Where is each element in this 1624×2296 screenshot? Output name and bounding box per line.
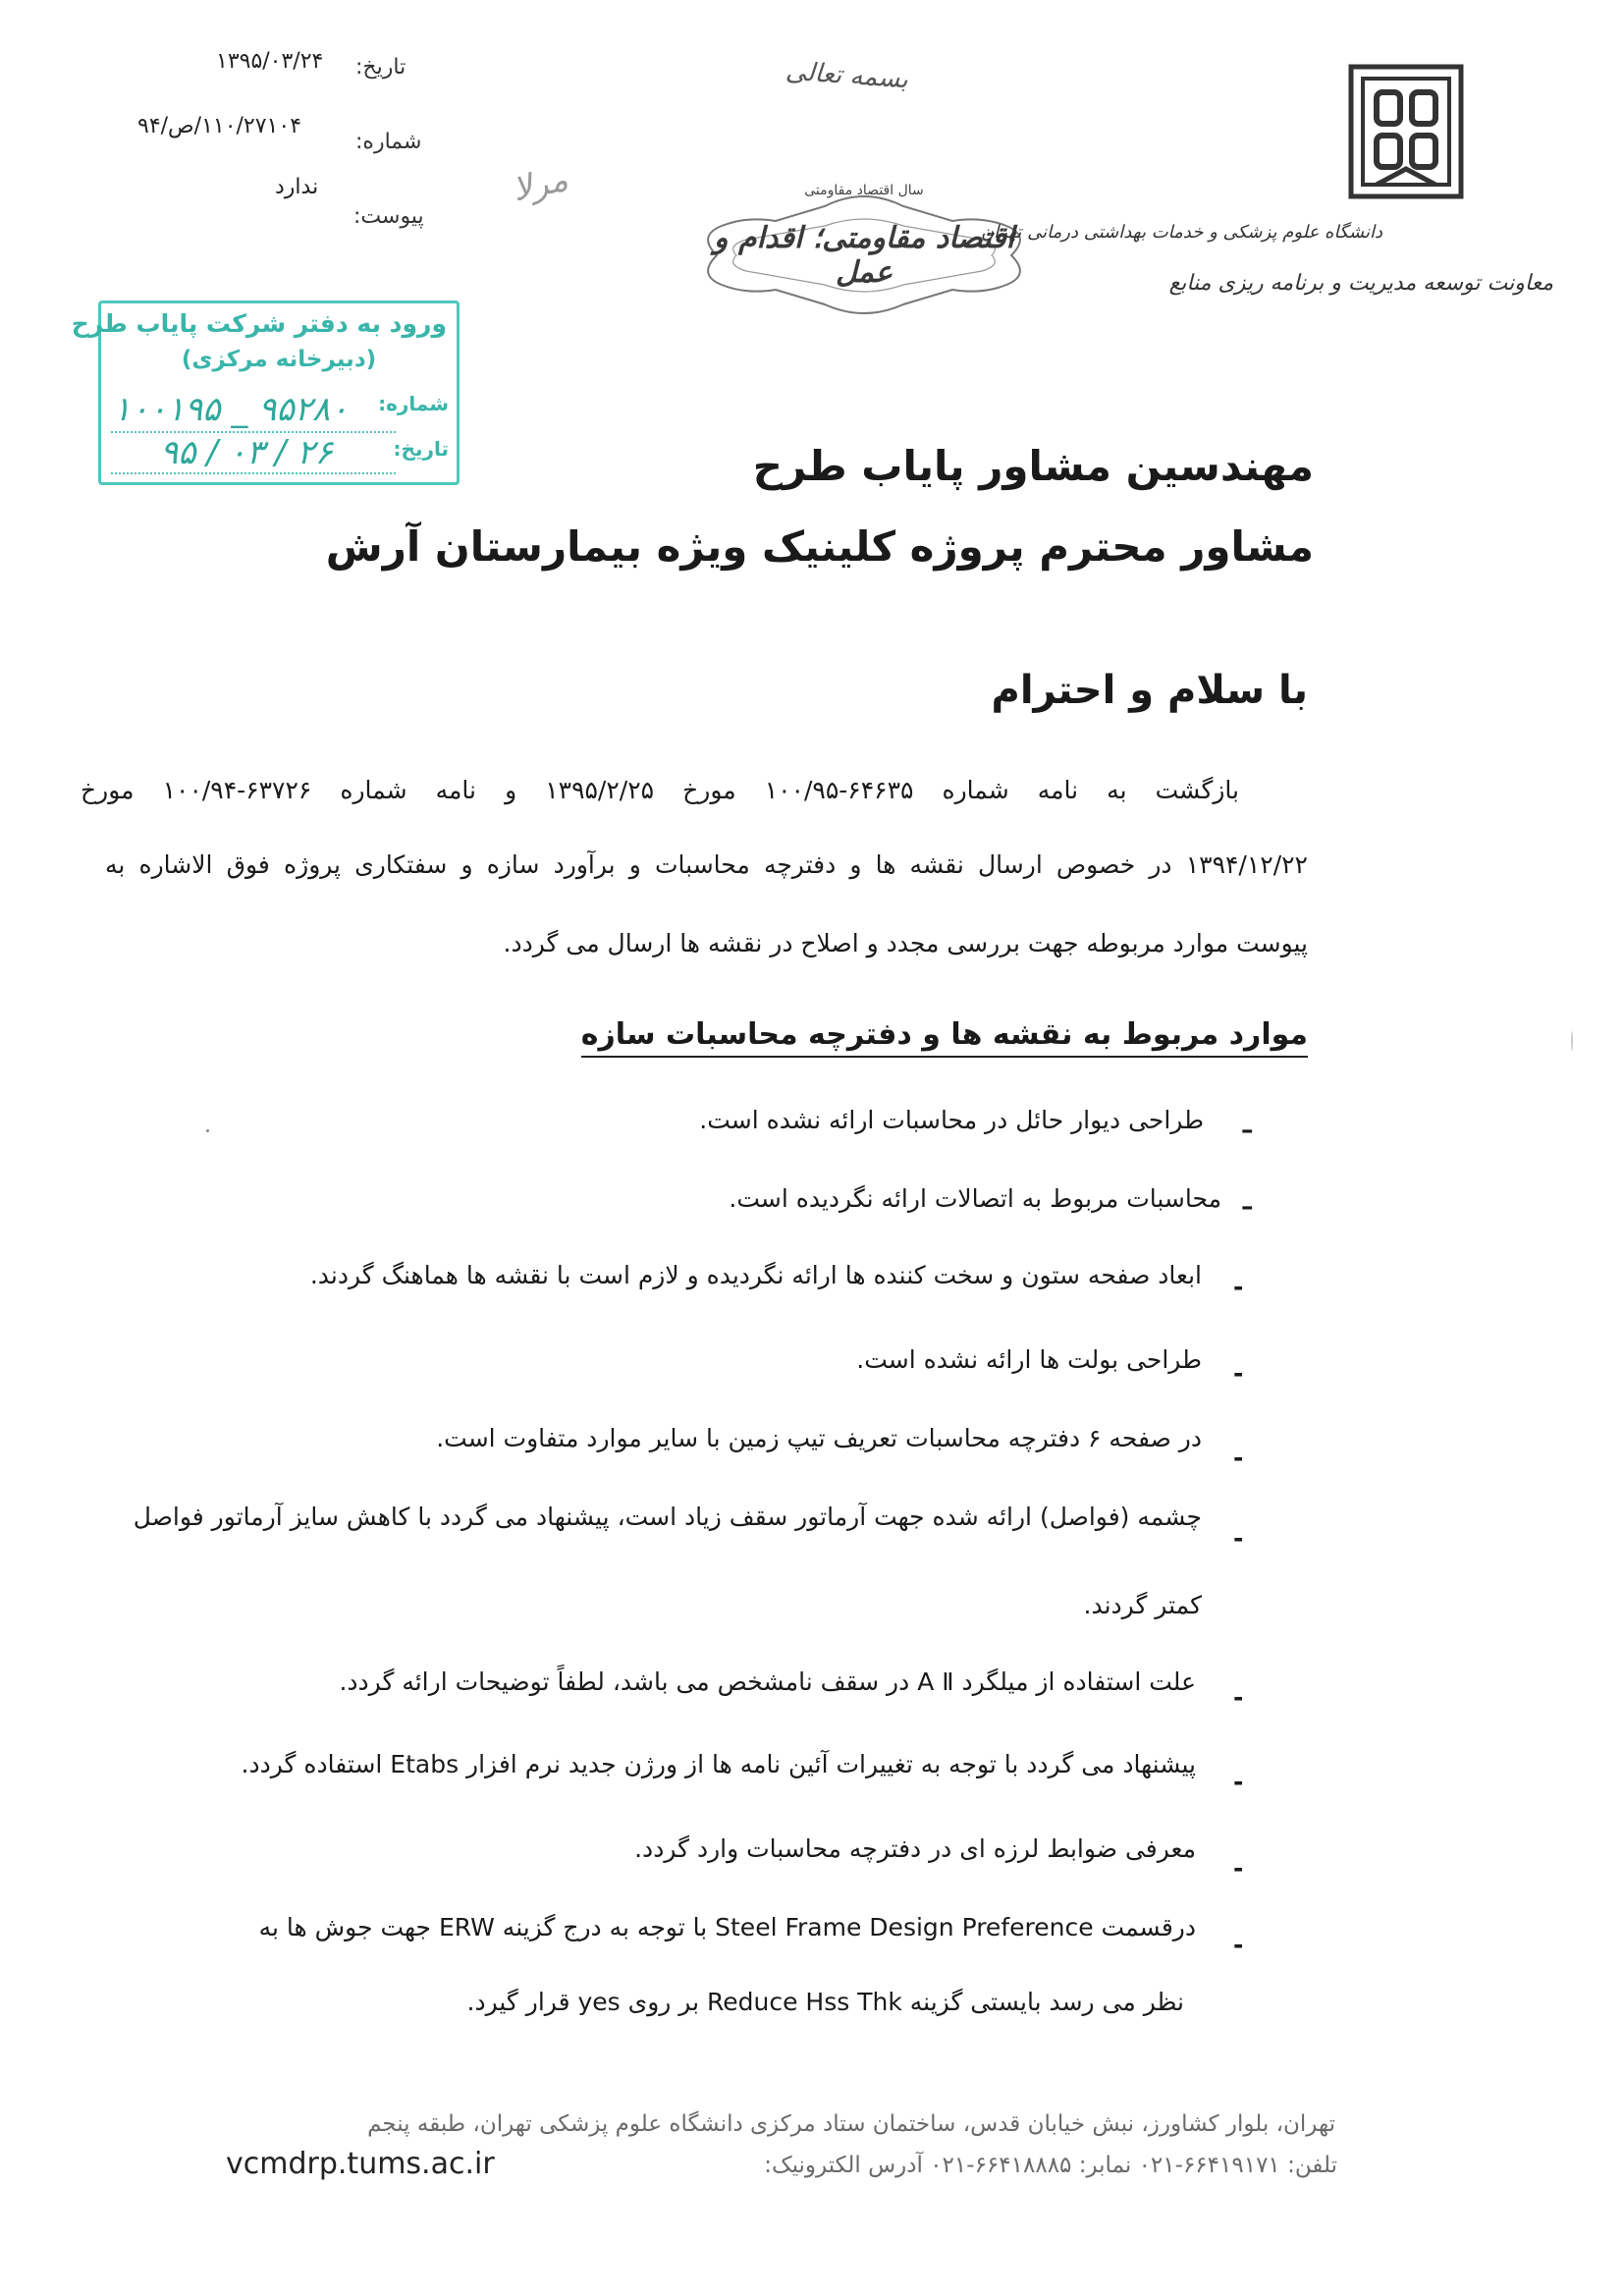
body-line-3: پیوست موارد مربوطه جهت بررسی مجدد و اصلاح در نقشه ها ارسال می گردد.: [503, 929, 1308, 957]
number-value: ۱۱۰/۲۷۱۰۴/ص/۹۴: [137, 114, 302, 138]
list-item: چشمه (فواصل) ارائه شده جهت آرماتور سقف زیاد است، پیشنهاد می گردد با کاهش سایز آرماتور فواصل: [133, 1503, 1202, 1531]
bullet-dash: –: [1241, 1116, 1254, 1144]
bullet-dash: -: [1233, 1854, 1244, 1883]
stamp-date-label: تاریخ:: [393, 437, 449, 461]
bullet-dash: –: [1241, 1192, 1254, 1221]
motto-top-text: سال اقتصاد مقاومتی: [804, 183, 924, 198]
university-name: دانشگاه علوم پزشکی و خدمات بهداشتی درمانی تهران: [980, 222, 1382, 243]
bullet-dash: -: [1233, 1931, 1244, 1959]
list-item: در صفحه ۶ دفترچه محاسبات تعریف تیپ زمین با سایر موارد متفاوت است.: [436, 1424, 1202, 1452]
list-item: محاسبات مربوط به اتصالات ارائه نگردیده است.: [729, 1184, 1221, 1213]
footer-address: تهران، بلوار کشاورز، نبش خیابان قدس، ساختمان ستاد مرکزی دانشگاه علوم پزشکی تهران، طبقه پنجم: [367, 2111, 1335, 2137]
list-item: ابعاد صفحه ستون و سخت کننده ها ارائه نگردیده و لازم است با نقشه ها هماهنگ گردند.: [309, 1261, 1202, 1289]
body-line-1: بازگشت به نامه شماره ۶۴۶۳۵-۱۰۰/۹۵ مورخ ۱۳۹۵/۲/۲۵ و نامه شماره ۶۳۷۲۶-۱۰۰/۹۴ مورخ: [81, 776, 1240, 804]
list-item: معرفی ضوابط لرزه ای در دفترچه محاسبات وارد گردد.: [634, 1834, 1196, 1863]
stamp-date-value: ۹۵ / ۰۳ / ۲۶: [160, 433, 333, 472]
list-item: علت استفاده از میلگرد A Ⅱ در سقف نامشخص می باشد، لطفاً توضیحات ارائه گردد.: [339, 1667, 1196, 1696]
footer-phone: تلفن: ۶۶۴۱۹۱۷۱-۰۲۱ نمابر: ۶۶۴۱۸۸۸۵-۰۲۱ آدرس الکترونیک:: [764, 2153, 1337, 2178]
date-value: ۱۳۹۵/۰۳/۲۴: [216, 49, 324, 74]
bullet-dash: -: [1233, 1444, 1244, 1472]
bismillah: بسمه تعالی: [785, 56, 909, 95]
bullet-dash: -: [1233, 1768, 1244, 1796]
bullet-dash: -: [1233, 1273, 1244, 1301]
body-line-2: ۱۳۹۴/۱۲/۲۲ در خصوص ارسال نقشه ها و دفترچه محاسبات و برآورد سازه و سفتکاری پروژه فوق الاشاره به: [105, 850, 1308, 879]
stamp-date-line: [111, 472, 396, 474]
greeting: با سلام و احترام: [991, 668, 1308, 713]
bullet-dash: -: [1233, 1683, 1244, 1712]
motto-text: اقتصاد مقاومتی؛ اقدام و عمل: [714, 221, 1014, 290]
stamp-title: ورود به دفتر شرکت پایاب طرح: [71, 309, 447, 338]
recipient-line-2: مشاور محترم پروژه کلینیک ویژه بیمارستان آرش: [325, 522, 1314, 571]
university-logo-icon: [1347, 63, 1465, 200]
stamp-number-value: ۱۰۰۱۹۵ _ ۹۵۲۸۰: [113, 390, 349, 429]
scan-speck: [206, 1129, 209, 1132]
bullet-dash: -: [1233, 1359, 1244, 1388]
department-name-visible: معاونت توسعه مدیریت و برنامه ریزی منابع: [1168, 271, 1553, 296]
receipt-stamp: [71, 301, 460, 485]
bullet-dash: -: [1233, 1524, 1244, 1553]
list-item-continuation: کمتر گردند.: [1083, 1591, 1202, 1619]
list-item: طراحی دیوار حائل در محاسبات ارائه نشده است.: [699, 1106, 1204, 1134]
recipient-line-1: مهندسین مشاور پایاب طرح: [752, 442, 1314, 490]
stamp-subtitle: (دبیرخانه مرکزی): [181, 347, 377, 372]
initials-scribble: مرلا: [509, 159, 571, 210]
attachment-label: پیوست:: [353, 204, 424, 229]
number-label: شماره:: [355, 130, 422, 154]
footer-url: vcmdrp.tums.ac.ir: [226, 2147, 495, 2181]
attachment-value: ندارد: [275, 175, 319, 199]
scan-speck: [1571, 1031, 1573, 1051]
list-item: طراحی بولت ها ارائه نشده است.: [856, 1345, 1202, 1374]
stamp-number-label: شماره:: [378, 392, 449, 415]
date-label: تاریخ:: [355, 55, 406, 80]
list-item-continuation: نظر می رسد بایستی گزینه Reduce Hss Thk بر روی yes قرار گیرد.: [466, 1988, 1184, 2016]
list-item: درقسمت Steel Frame Design Preference با توجه به درج گزینه ERW جهت جوش ها به: [258, 1913, 1196, 1941]
section-heading: موارد مربوط به نقشه ها و دفترچه محاسبات سازه: [581, 1017, 1308, 1058]
list-item: پیشنهاد می گردد با توجه به تغییرات آئین نامه ها از ورژن جدید نرم افزار Etabs استفاده گردد.: [241, 1750, 1196, 1778]
